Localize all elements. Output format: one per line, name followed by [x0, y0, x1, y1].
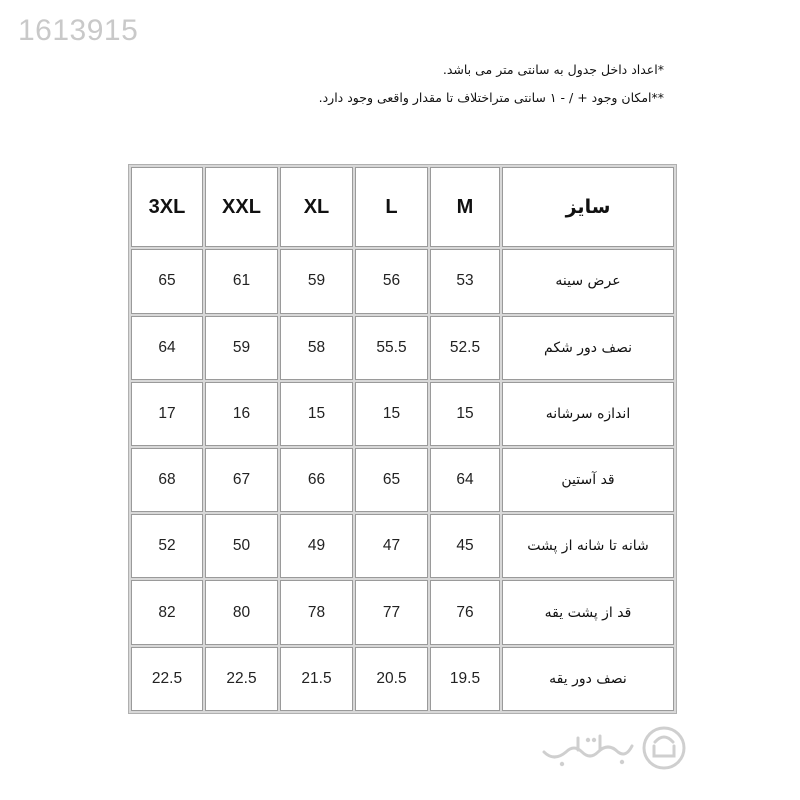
table-cell: 22.5 [205, 647, 278, 711]
row-label: شانه تا شانه از پشت [502, 514, 674, 578]
bag-logo-icon [538, 718, 688, 776]
table-cell: 65 [355, 448, 428, 512]
table-cell: 15 [280, 382, 353, 446]
table-cell: 59 [280, 249, 353, 313]
table-cell: 56 [355, 249, 428, 313]
table-cell: 64 [430, 448, 500, 512]
table-cell: 22.5 [131, 647, 203, 711]
note-units: *اعداد داخل جدول به سانتی متر می باشد. [442, 62, 664, 77]
table-cell: 19.5 [430, 647, 500, 711]
table-row [131, 316, 674, 380]
table-row [131, 580, 674, 644]
note-tolerance: **امکان وجود + / - ۱ سانتی متراختلاف تا مقدار واقعی وجود دارد. [318, 90, 664, 105]
size-table [128, 164, 677, 714]
table-cell: 77 [355, 580, 428, 644]
table-cell: 55.5 [355, 316, 428, 380]
table-cell: 53 [430, 249, 500, 313]
row-label: نصف دور یقه [502, 647, 674, 711]
table-cell: 47 [355, 514, 428, 578]
size-3xl: 3XL [131, 167, 203, 247]
table-cell: 49 [280, 514, 353, 578]
table-row [131, 647, 674, 711]
table-cell: 20.5 [355, 647, 428, 711]
table-row [131, 249, 674, 313]
table-cell: 68 [131, 448, 203, 512]
table-cell: 15 [355, 382, 428, 446]
table-row [131, 448, 674, 512]
table-cell: 21.5 [280, 647, 353, 711]
table-cell: 59 [205, 316, 278, 380]
table-cell: 82 [131, 580, 203, 644]
row-label: قد آستین [502, 448, 674, 512]
size-xl: XL [280, 167, 353, 247]
table-cell: 80 [205, 580, 278, 644]
product-id: 1613915 [18, 14, 139, 47]
table-cell: 66 [280, 448, 353, 512]
size-xxl: XXL [205, 167, 278, 247]
size-l: L [355, 167, 428, 247]
notes [319, 56, 664, 112]
table-cell: 16 [205, 382, 278, 446]
table-cell: 65 [131, 249, 203, 313]
table-row [131, 382, 674, 446]
table-header-row [131, 167, 674, 247]
table-cell: 64 [131, 316, 203, 380]
table-cell: 52.5 [430, 316, 500, 380]
table-cell: 52 [131, 514, 203, 578]
size-m: M [430, 167, 500, 247]
table-cell: 58 [280, 316, 353, 380]
row-label: نصف دور شکم [502, 316, 674, 380]
table-row [131, 514, 674, 578]
row-label: قد از پشت یقه [502, 580, 674, 644]
table-cell: 78 [280, 580, 353, 644]
header-label: سایز [502, 167, 674, 247]
table-cell: 67 [205, 448, 278, 512]
table-cell: 45 [430, 514, 500, 578]
table-cell: 76 [430, 580, 500, 644]
table-cell: 15 [430, 382, 500, 446]
table-cell: 17 [131, 382, 203, 446]
row-label: عرض سینه [502, 249, 674, 313]
table-cell: 61 [205, 249, 278, 313]
table-cell: 50 [205, 514, 278, 578]
row-label: اندازه سرشانه [502, 382, 674, 446]
